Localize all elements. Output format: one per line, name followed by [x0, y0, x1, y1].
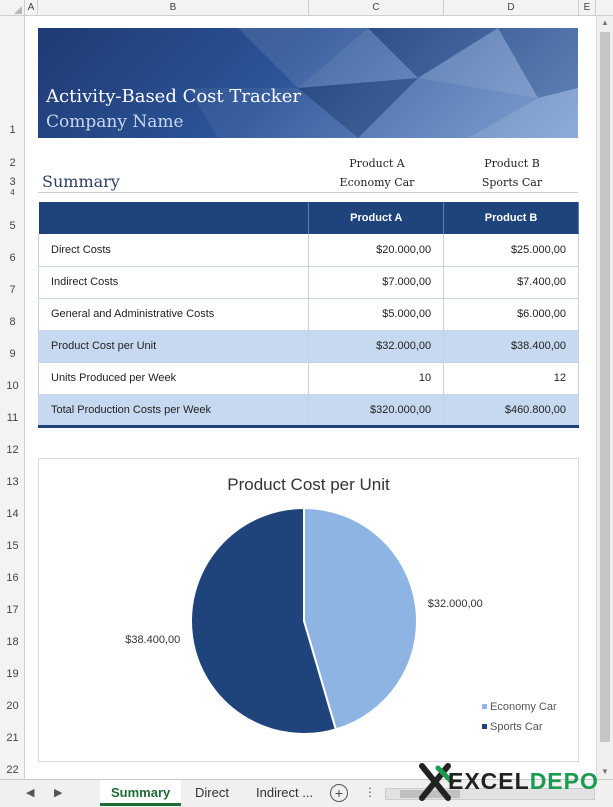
product-b-value[interactable]: $6.000,00	[444, 298, 579, 330]
product-a-value[interactable]: 10	[309, 362, 444, 394]
row-header[interactable]: 12	[6, 444, 19, 456]
row-header[interactable]: 15	[6, 540, 19, 552]
scroll-up-icon[interactable]: ▲	[601, 18, 609, 27]
table-row	[39, 234, 579, 266]
table-row	[39, 362, 579, 394]
legend-swatch	[482, 724, 487, 729]
tracker-title: Activity-Based Cost Tracker	[46, 86, 301, 107]
table-row	[39, 298, 579, 330]
product-b-value[interactable]: $25.000,00	[444, 234, 579, 266]
row-header[interactable]: 1	[9, 124, 16, 136]
excel-depo-watermark	[418, 762, 613, 802]
product-a-value[interactable]: $320.000,00	[309, 394, 444, 426]
row-header[interactable]: 20	[6, 700, 19, 712]
row-header[interactable]: 2	[9, 157, 16, 169]
table-header-product-a[interactable]: Product A	[309, 202, 444, 234]
product-a-value[interactable]: $20.000,00	[309, 234, 444, 266]
column-header-c[interactable]: C	[309, 0, 444, 16]
row-header[interactable]: 7	[9, 284, 16, 296]
row-header[interactable]: 5	[9, 220, 16, 232]
column-header-bar	[0, 0, 613, 16]
summary-table	[38, 202, 579, 428]
row-header[interactable]: 22	[6, 764, 19, 776]
row-label[interactable]: Indirect Costs	[39, 266, 309, 298]
column-header-b[interactable]: B	[38, 0, 309, 16]
row-label[interactable]: Direct Costs	[39, 234, 309, 266]
row-header[interactable]: 6	[9, 252, 16, 264]
row-header[interactable]: 8	[9, 316, 16, 328]
header-banner	[38, 28, 578, 138]
summary-heading: Summary	[42, 172, 120, 191]
select-all-corner[interactable]	[0, 0, 25, 16]
row-header[interactable]: 10	[6, 380, 19, 392]
table-row	[39, 330, 579, 362]
row-header[interactable]: 4	[10, 188, 15, 197]
product-b-value[interactable]: $460.800,00	[444, 394, 579, 426]
table-header-row	[39, 202, 579, 234]
product-a-name[interactable]: Economy Car	[339, 176, 415, 189]
product-a-label[interactable]: Product A	[349, 157, 405, 170]
product-b-value[interactable]: 12	[444, 362, 579, 394]
product-a-value[interactable]: $5.000,00	[309, 298, 444, 330]
row-header[interactable]: 18	[6, 636, 19, 648]
product-a-value[interactable]: $32.000,00	[309, 330, 444, 362]
row-label[interactable]: Units Produced per Week	[39, 362, 309, 394]
row-header[interactable]: 3	[9, 176, 16, 188]
sheet-tab-summary[interactable]: Summary	[100, 780, 181, 806]
column-header-e[interactable]: E	[579, 0, 596, 16]
row-header[interactable]: 13	[6, 476, 19, 488]
row-header[interactable]: 16	[6, 572, 19, 584]
watermark-text-accent: DEPO	[529, 768, 599, 794]
company-name[interactable]: Company Name	[46, 112, 184, 132]
tab-scroll-left-icon[interactable]: ◀	[26, 787, 35, 799]
scroll-down-icon[interactable]: ▼	[601, 767, 609, 776]
legend-swatch	[482, 704, 487, 709]
row-label[interactable]: General and Administrative Costs	[39, 298, 309, 330]
more-options-icon[interactable]: ⋮	[364, 785, 376, 799]
table-header-product-b[interactable]: Product B	[444, 202, 579, 234]
add-sheet-icon[interactable]: +	[330, 784, 348, 802]
row-header[interactable]: 11	[6, 412, 19, 424]
row-label[interactable]: Product Cost per Unit	[39, 330, 309, 362]
vertical-scroll-thumb[interactable]	[600, 32, 610, 742]
legend-entry[interactable]: Sports Car	[490, 721, 543, 733]
table-header-blank[interactable]	[39, 202, 309, 234]
row-header[interactable]: 9	[9, 348, 16, 360]
row-header[interactable]: 14	[6, 508, 19, 520]
pie-chart[interactable]	[39, 459, 578, 761]
row-header[interactable]: 17	[6, 604, 19, 616]
summary-divider	[38, 192, 578, 193]
watermark-text-main: EXCEL	[448, 768, 530, 794]
row-label[interactable]: Total Production Costs per Week	[39, 394, 309, 426]
column-header-d[interactable]: D	[444, 0, 579, 16]
product-b-label[interactable]: Product B	[484, 157, 540, 170]
chart-title[interactable]: Product Cost per Unit	[227, 475, 390, 494]
product-a-value[interactable]: $7.000,00	[309, 266, 444, 298]
product-b-value[interactable]: $38.400,00	[444, 330, 579, 362]
watermark-text	[448, 768, 599, 795]
table-row	[39, 394, 579, 426]
column-header-a[interactable]: A	[25, 0, 38, 16]
sheet-tab-indirect[interactable]: Indirect ...	[256, 785, 314, 800]
product-b-value[interactable]: $7.400,00	[444, 266, 579, 298]
vertical-scrollbar[interactable]	[596, 16, 613, 779]
legend-entry[interactable]: Economy Car	[490, 701, 557, 713]
row-header[interactable]: 19	[6, 668, 19, 680]
pie-data-label[interactable]: $32.000,00	[427, 598, 483, 611]
pie-data-label[interactable]: $38.400,00	[125, 633, 181, 646]
product-b-name[interactable]: Sports Car	[481, 176, 543, 189]
pie-chart-container[interactable]	[38, 458, 579, 762]
row-header-bar	[0, 16, 25, 779]
tab-scroll-right-icon[interactable]: ▶	[54, 787, 63, 799]
row-header[interactable]: 21	[6, 732, 19, 744]
table-row	[39, 266, 579, 298]
sheet-tab-direct[interactable]: Direct	[195, 785, 229, 800]
